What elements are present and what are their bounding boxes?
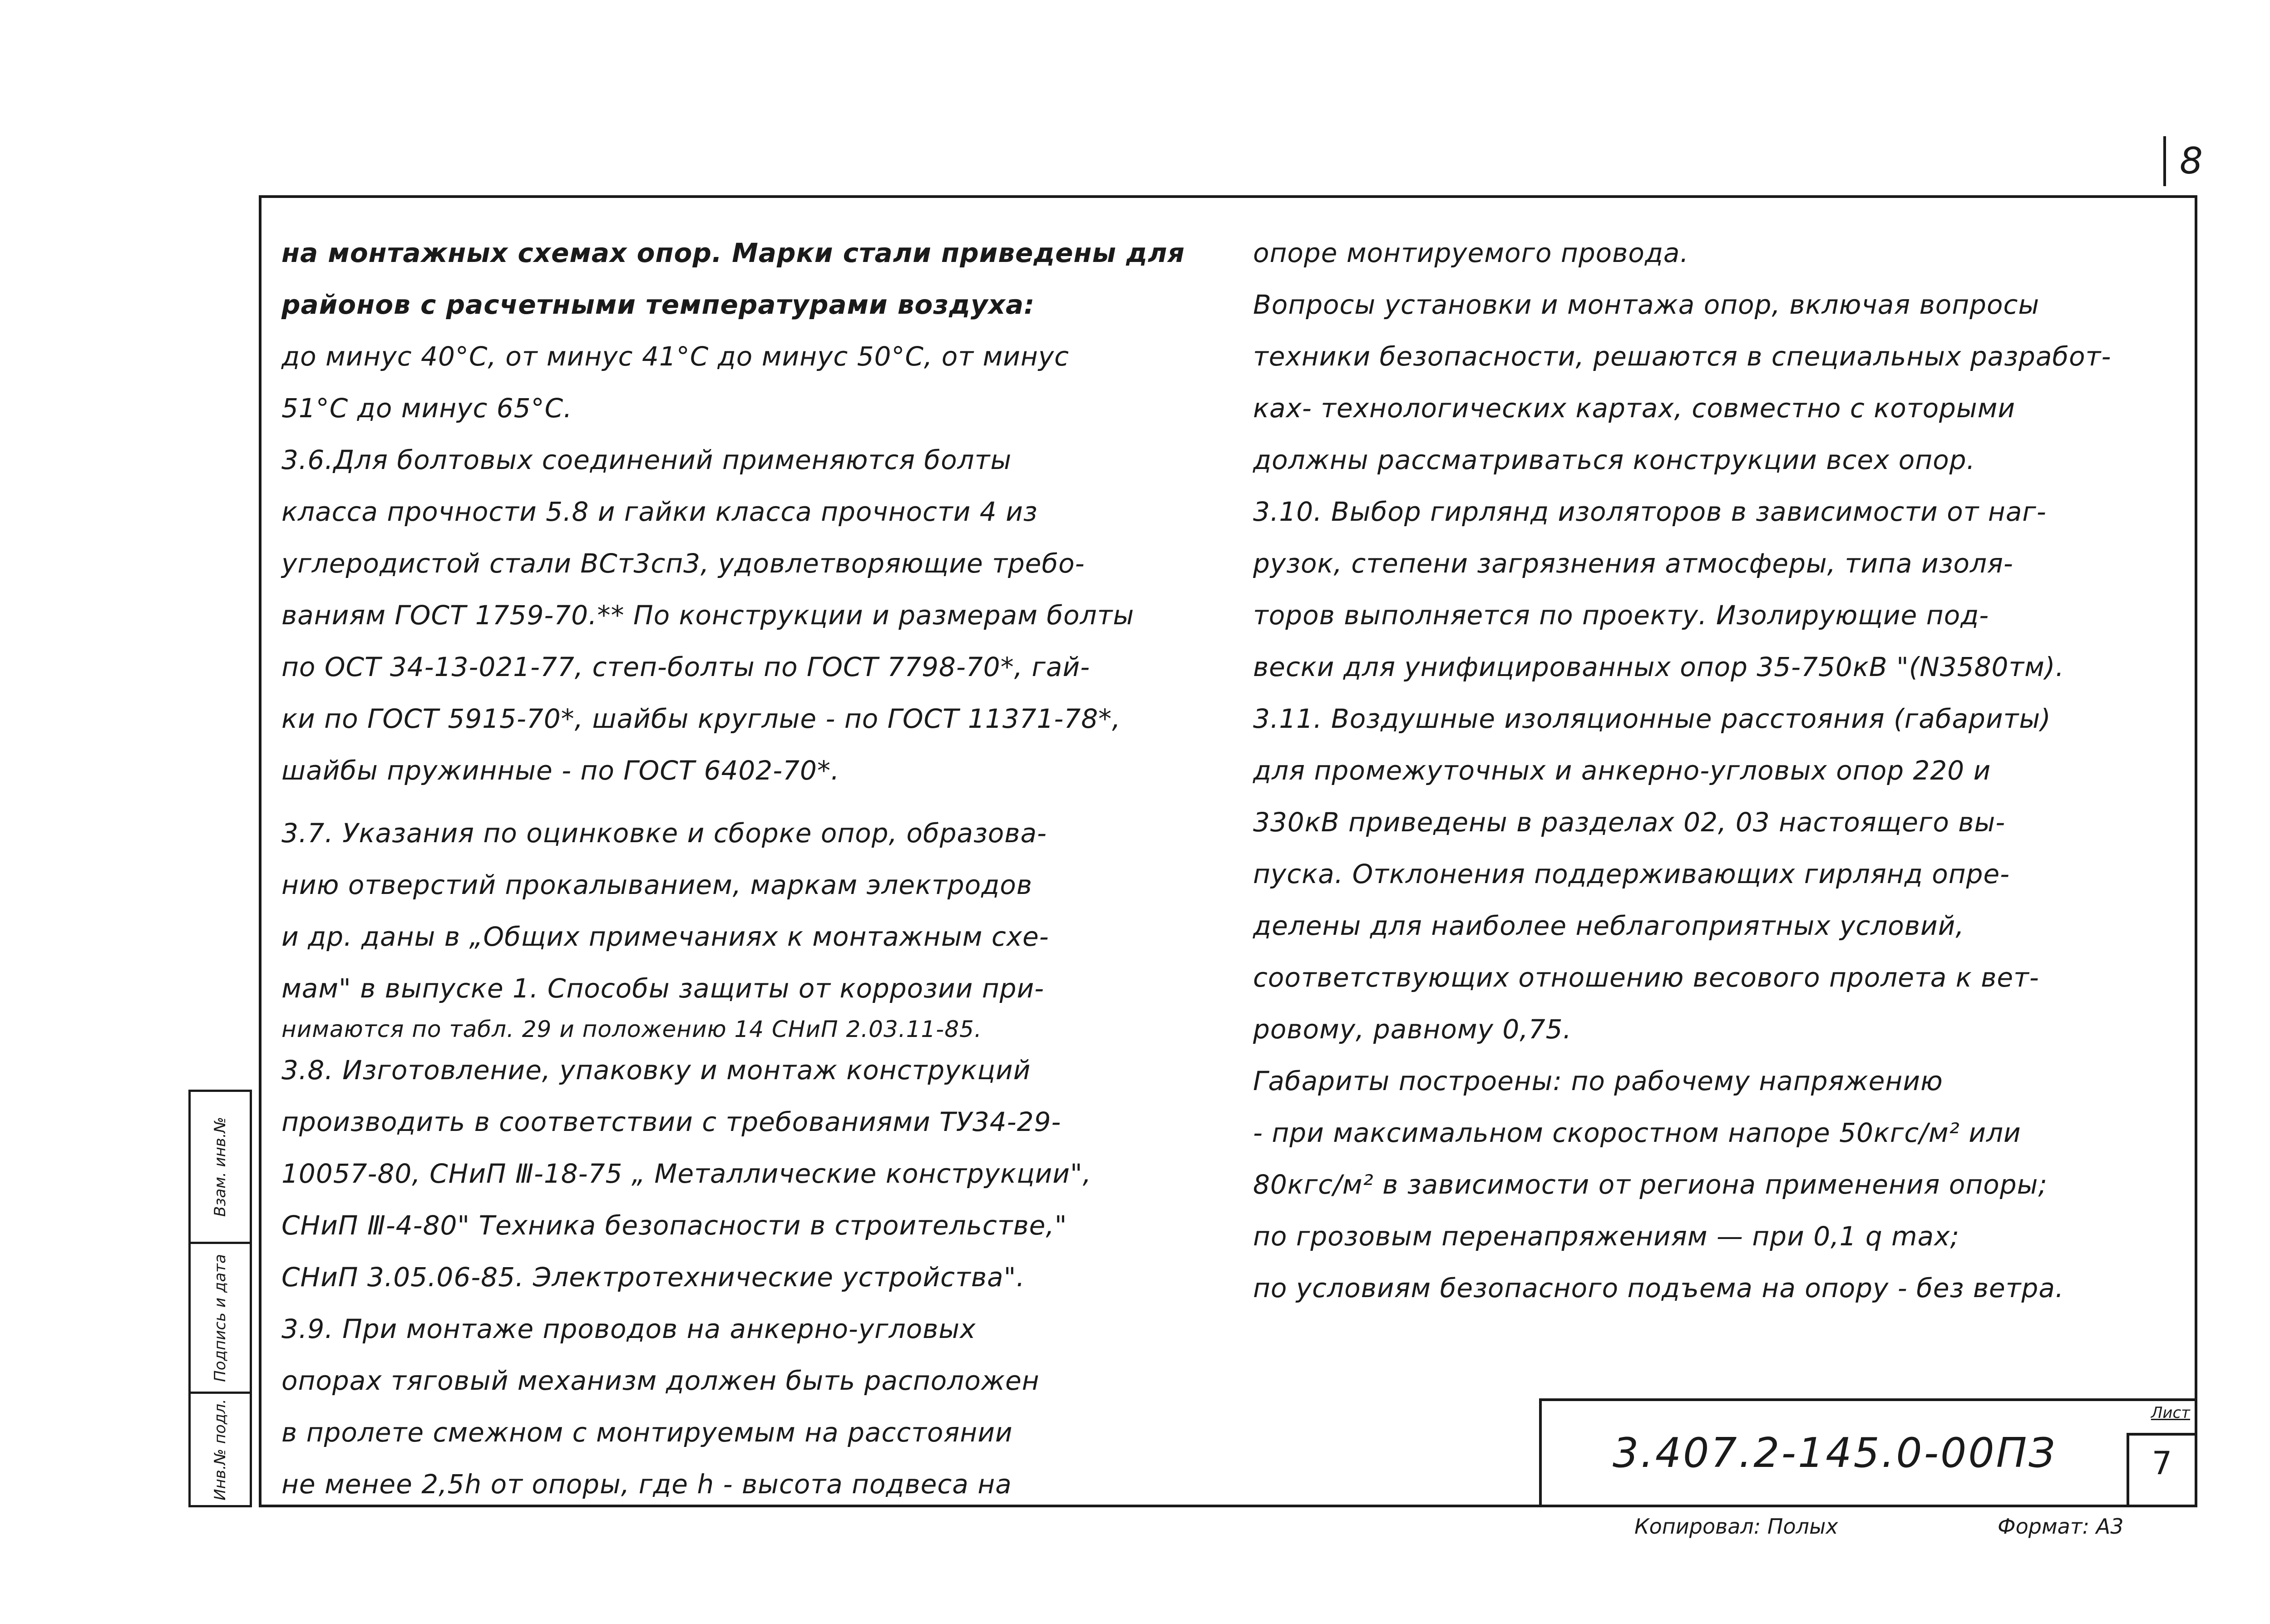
text-line: в пролете смежном с монтируемым на расстоянии bbox=[281, 1417, 1013, 1448]
side-stamp-strip bbox=[188, 1090, 252, 1507]
text-line: производить в соответствии с требованиями ТУ34-29- bbox=[281, 1106, 1061, 1137]
side-label: Инв.№ подл. bbox=[211, 1398, 229, 1501]
text-line: СНиП 3.05.06-85. Электротехнические устройства". bbox=[281, 1262, 1025, 1293]
text-line: Вопросы установки и монтажа опор, включая вопросы bbox=[1253, 289, 2040, 320]
text-line: Габариты построены: по рабочему напряжению bbox=[1253, 1066, 1943, 1096]
text-line: класса прочности 5.8 и гайки класса прочности 4 из bbox=[281, 496, 1038, 527]
sheet-number-box bbox=[2127, 1433, 2195, 1505]
text-line: углеродистой стали ВСт3сп3, удовлетворяющие требо- bbox=[281, 548, 1085, 579]
text-line: - при максимальном скоростном напоре 50кгс/м² или bbox=[1253, 1117, 2021, 1148]
side-label: Взам. инв.№ bbox=[211, 1116, 229, 1217]
text-line: пуска. Отклонения поддерживающих гирлянд опре- bbox=[1253, 859, 2010, 889]
text-line: опорах тяговый механизм должен быть расположен bbox=[281, 1365, 1040, 1396]
side-cell-original bbox=[191, 1392, 250, 1505]
text-line: на монтажных схемах опор. Марки стали приведены для bbox=[281, 237, 1185, 268]
text-line: техники безопасности, решаются в специальных разработ- bbox=[1253, 341, 2112, 372]
page-number: 8 bbox=[2163, 136, 2203, 186]
text-line: рузок, степени загрязнения атмосферы, типа изоля- bbox=[1253, 548, 2013, 579]
text-line: для промежуточных и анкерно-угловых опор 220 и bbox=[1253, 755, 1991, 786]
text-line: СНиП Ⅲ-4-80" Техника безопасности в строительстве," bbox=[281, 1210, 1067, 1241]
document-code: 3.407.2-145.0-00ПЗ bbox=[1612, 1429, 2057, 1477]
text-line: до минус 40°С, от минус 41°С до минус 50°С, от минус bbox=[281, 341, 1070, 372]
text-line: ки по ГОСТ 5915-70*, шайбы круглые - по ГОСТ 11371-78*, bbox=[281, 703, 1121, 734]
text-line: нию отверстий прокалыванием, маркам электродов bbox=[281, 869, 1032, 900]
text-line: опоре монтируемого провода. bbox=[1253, 237, 1689, 268]
text-line: ровому, равному 0,75. bbox=[1253, 1014, 1572, 1045]
text-line: 80кгс/м² в зависимости от региона применения опоры; bbox=[1253, 1169, 2048, 1200]
text-line: ках- технологических картах, совместно с которыми bbox=[1253, 393, 2016, 424]
text-line: не менее 2,5h от опоры, где h - высота подвеса на bbox=[281, 1469, 1012, 1500]
text-column-left bbox=[281, 227, 1185, 1510]
text-line: 3.9. При монтаже проводов на анкерно-угловых bbox=[281, 1313, 976, 1344]
sheet-label: Лист bbox=[2151, 1404, 2190, 1422]
sheet-number: 7 bbox=[2152, 1445, 2172, 1482]
text-line: 51°С до минус 65°С. bbox=[281, 393, 572, 424]
side-cell-inv bbox=[191, 1092, 250, 1242]
text-line: соответствующих отношению весового пролета к вет- bbox=[1253, 962, 2039, 993]
text-line: по грозовым перенапряжениям — при 0,1 q max; bbox=[1253, 1221, 1960, 1252]
text-line: делены для наиболее неблагоприятных условий, bbox=[1253, 910, 1964, 941]
text-line: ваниям ГОСТ 1759-70.** По конструкции и размерам болты bbox=[281, 600, 1135, 631]
side-cell-signature bbox=[191, 1242, 250, 1392]
text-line: 3.6.Для болтовых соединений применяются болты bbox=[281, 444, 1012, 475]
text-line: по условиям безопасного подъема на опору - без ветра. bbox=[1253, 1273, 2064, 1303]
title-block-stamp bbox=[1539, 1398, 2197, 1507]
text-column-right bbox=[1253, 227, 2138, 1314]
text-line: мам" в выпуске 1. Способы защиты от коррозии при- bbox=[281, 973, 1045, 1004]
text-line: 10057-80, СНиП Ⅲ-18-75 „ Металлические конструкции", bbox=[281, 1158, 1092, 1189]
text-line: 330кВ приведены в разделах 02, 03 настоящего вы- bbox=[1253, 807, 2006, 838]
text-line: 3.7. Указания по оцинковке и сборке опор, образова- bbox=[281, 818, 1047, 849]
text-line: 3.11. Воздушные изоляционные расстояния (габариты) bbox=[1253, 703, 2051, 734]
text-line: вески для унифицированных опор 35-750кВ "(N3580тм). bbox=[1253, 652, 2064, 682]
footer-copied: Копировал: Полых bbox=[1634, 1514, 1838, 1539]
text-line: должны рассматриваться конструкции всех опор. bbox=[1253, 444, 1975, 475]
text-line: 3.10. Выбор гирлянд изоляторов в зависимости от наг- bbox=[1253, 496, 2047, 527]
text-line: нимаются по табл. 29 и положению 14 СНиП 2.03.11-85. bbox=[281, 1016, 982, 1042]
text-line: торов выполняется по проекту. Изолирующие под- bbox=[1253, 600, 1989, 631]
text-line: по ОСТ 34-13-021-77, степ-болты по ГОСТ 7798-70*, гай- bbox=[281, 652, 1091, 682]
footer-format: Формат: А3 bbox=[1998, 1514, 2124, 1539]
text-line: 3.8. Изготовление, упаковку и монтаж конструкций bbox=[281, 1055, 1031, 1086]
text-line: шайбы пружинные - по ГОСТ 6402-70*. bbox=[281, 755, 840, 786]
text-line: и др. даны в „Общих примечаниях к монтажным схе- bbox=[281, 921, 1049, 952]
text-line: районов с расчетными температурами воздуха: bbox=[281, 289, 1035, 320]
side-label: Подпись и дата bbox=[211, 1254, 229, 1382]
